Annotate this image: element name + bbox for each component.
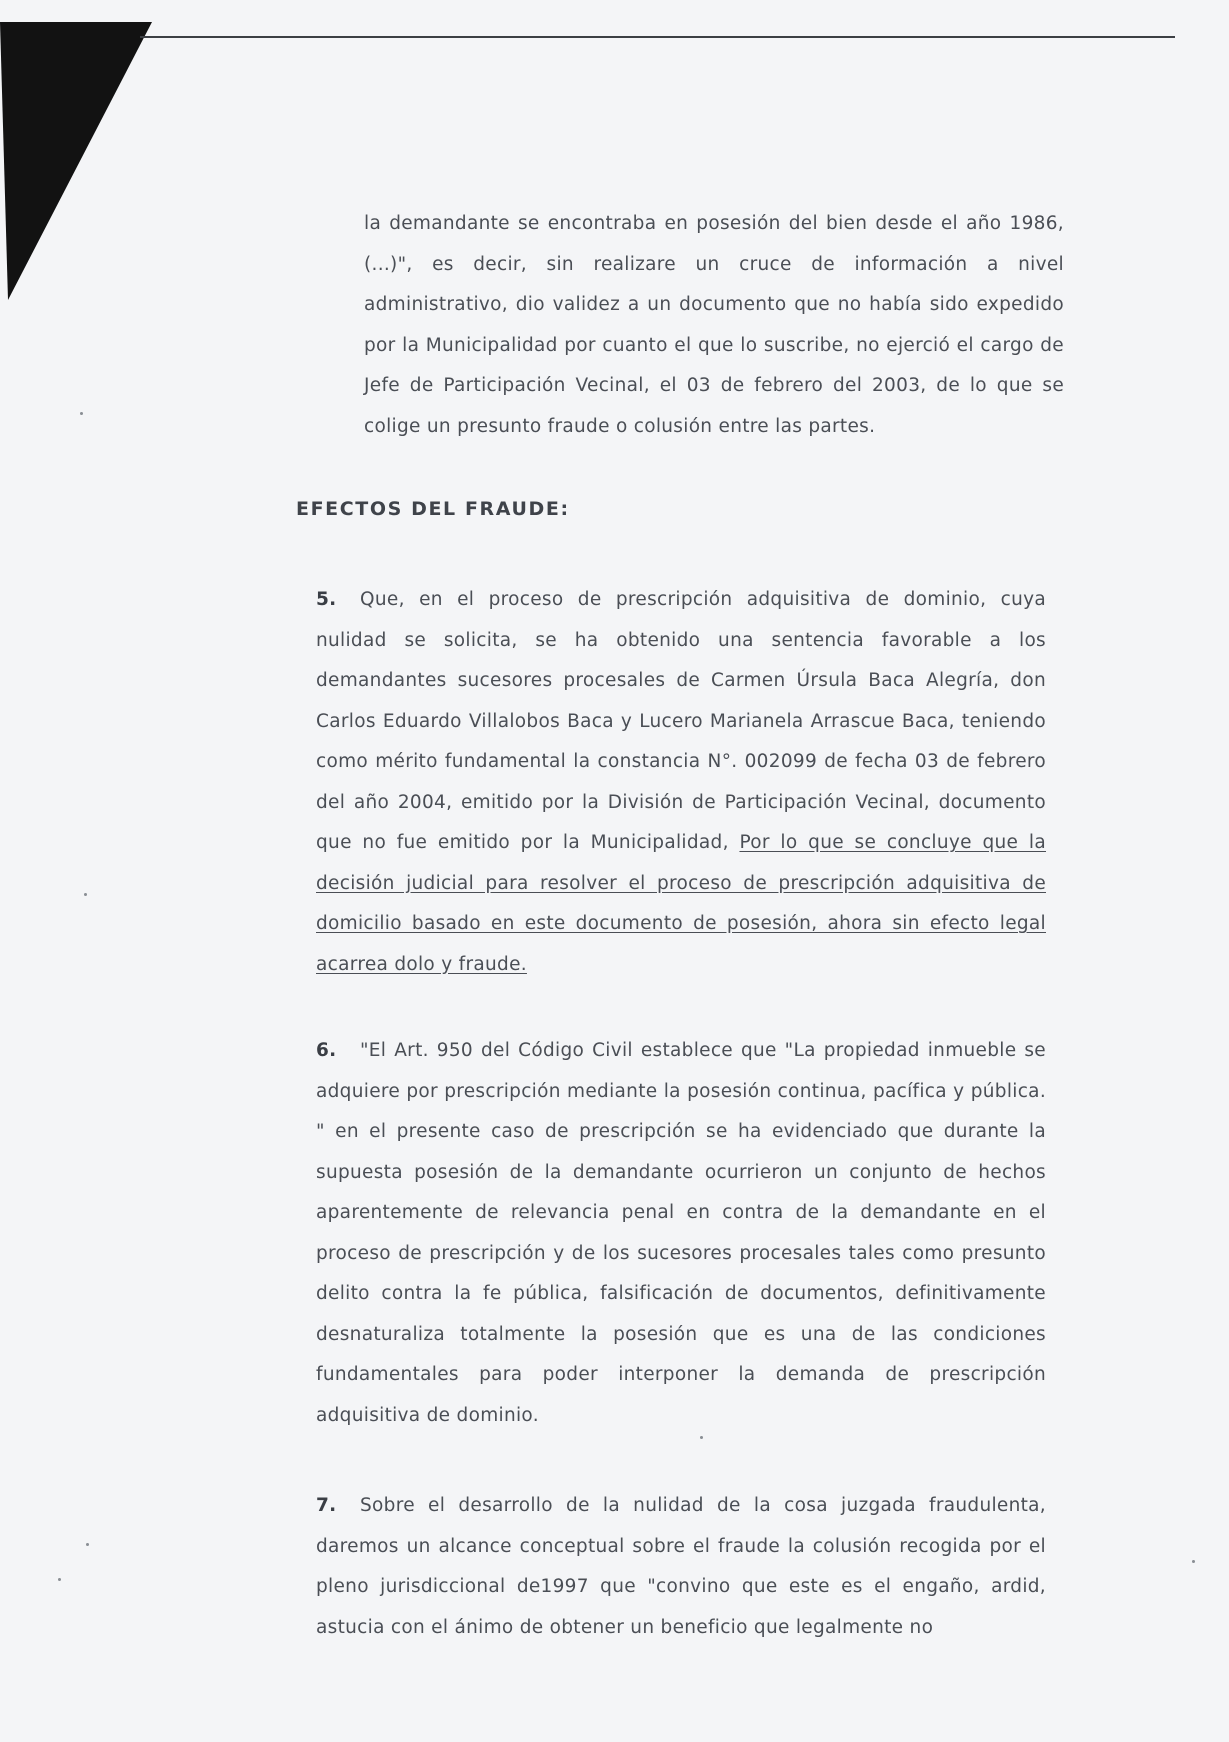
- section-heading: EFECTOS DEL FRAUDE:: [296, 498, 570, 520]
- underlined-conclusion: Por lo que se concluye que la decisión judicial para resolver el proceso de prescripción adquisitiva de domicilio basado en este documento de posesión, ahora sin efecto legal acarrea dolo y fraude.: [316, 832, 1046, 975]
- paragraph-text: Que, en el proceso de prescripción adquisitiva de dominio, cuya nulidad se solicita, se ha obtenido una sentencia favorable a los demandantes sucesores procesales de Carmen Úrsula Baca Alegría, don Carlos Eduardo Villalobos Baca y Lucero Marianela Arrascue Baca, teniendo como mérito fundamental la constancia N°. 002099 de fecha 03 de febrero del año 2004, emitido por la División de Participación Vecinal, documento que no fue emitido por la Municipalidad,: [316, 589, 1046, 853]
- scan-speck: [86, 1543, 89, 1546]
- scan-speck: [700, 1436, 703, 1439]
- paragraph-7: [316, 1486, 1046, 1648]
- intro-paragraph: [364, 204, 1064, 447]
- scan-speck: [1192, 1560, 1195, 1563]
- paragraph-number: 7.: [316, 1495, 337, 1516]
- paragraph-number: 5.: [316, 589, 337, 610]
- scan-speck: [84, 893, 87, 896]
- paragraph-6: [316, 1031, 1046, 1436]
- header-rule: [140, 36, 1175, 38]
- paragraph-text: Sobre el desarrollo de la nulidad de la cosa juzgada fraudulenta, daremos un alcance conceptual sobre el fraude la colusión recogida por el pleno jurisdiccional de1997 que "convino que este es el engaño, ardid, astucia con el ánimo de obtener un beneficio que legalmente no: [316, 1495, 1046, 1638]
- paragraph-text: "El Art. 950 del Código Civil establece que "La propiedad inmueble se adquiere por prescripción mediante la posesión continua, pacífica y pública. " en el presente caso de prescripción se ha evidenciado que durante la supuesta posesión de la demandante ocurrieron un conjunto de hechos aparentemente de relevancia penal en contra de la demandante en el proceso de prescripción y de los sucesores procesales tales como presunto delito contra la fe pública, falsificación de documentos, definitivamente desnaturaliza totalmente la posesión que es una de las condiciones fundamentales para poder interponer la demanda de prescripción adquisitiva de dominio.: [316, 1040, 1046, 1426]
- scan-speck: [80, 412, 83, 415]
- intro-text: la demandante se encontraba en posesión del bien desde el año 1986, (...)", es decir, sin realizare un cruce de información a nivel administrativo, dio validez a un documento que no había sido expedido por la Municipalidad por cuanto el que lo suscribe, no ejerció el cargo de Jefe de Participación Vecinal, el 03 de febrero del 2003, de lo que se colige un presunto fraude o colusión entre las partes.: [364, 213, 1064, 437]
- scan-speck: [58, 1578, 61, 1581]
- paragraph-number: 6.: [316, 1040, 337, 1061]
- paragraph-5: [316, 580, 1046, 985]
- corner-black-triangle: [0, 0, 160, 310]
